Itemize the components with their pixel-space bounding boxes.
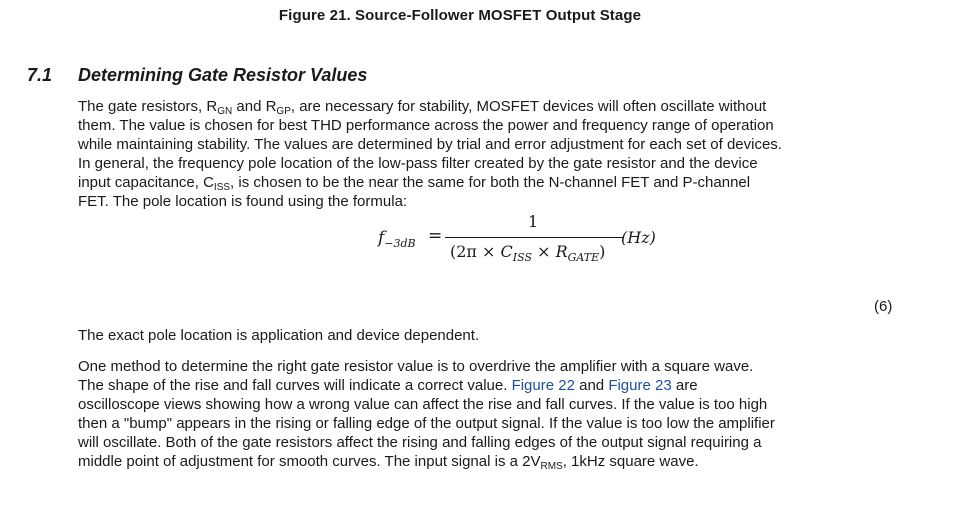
- gate-resistor-paragraph: [78, 97, 908, 211]
- text-line: while maintaining stability. The values are determined by trial and error adjustment for each set of devices.: [78, 136, 782, 153]
- equation-numerator: 1: [528, 212, 539, 231]
- equation-denominator: $(2\pi \times C_{ISS} \times R_{GATE})$: [450, 242, 606, 264]
- equation-unit: (Hz): [621, 228, 656, 247]
- section-title: Determining Gate Resistor Values: [78, 65, 368, 85]
- text-line: FET. The pole location is found using the formula:: [78, 193, 408, 210]
- text-line: oscilloscope views showing how a wrong value can affect the rise and fall curves. If the value is too high: [78, 396, 768, 413]
- pole-location-paragraph: [78, 326, 908, 345]
- text-line: One method to determine the right gate resistor value is to overdrive the amplifier with a square wave.: [78, 358, 754, 375]
- pole-frequency-equation: [378, 212, 678, 272]
- text-line: middle point of adjustment for smooth curves. The input signal is a $2V_{RMS}$, 1kHz square wave.: [78, 453, 699, 472]
- text-line: The gate resistors, $R_{GN}$ and $R_{GP}$, are necessary for stability, MOSFET devices will often oscillate without: [78, 98, 767, 117]
- text-line: input capacitance, $C_{ISS}$, is chosen to be the near the same for both the N-channel FET and P-channel: [78, 174, 751, 193]
- square-wave-method-paragraph: [78, 357, 908, 471]
- text-line: then a "bump" appears in the rising or falling edge of the output signal. If the value is too low the amplifier: [78, 415, 775, 432]
- text-line: them. The value is chosen for best THD performance across the power and frequency range of operation: [78, 117, 774, 134]
- equation-lhs: $f_{-3dB}$: [378, 228, 416, 250]
- text-line: The shape of the rise and fall curves will indicate a correct value. Figure 22 and Figure 23 are: [78, 377, 698, 394]
- fraction-bar: [445, 237, 623, 238]
- figure-caption: Figure 21. Source-Follower MOSFET Output Stage: [278, 7, 642, 24]
- figure-22-link[interactable]: Figure 22: [511, 377, 575, 394]
- text-line: In general, the frequency pole location of the low-pass filter created by the gate resistor and the device: [78, 155, 758, 172]
- text-line: The exact pole location is application and device dependent.: [78, 327, 480, 344]
- text-line: will oscillate. Both of the gate resistors affect the rising and falling edges of the output signal requiring a: [78, 434, 762, 451]
- equation-number: (6): [874, 298, 893, 315]
- figure-23-link[interactable]: Figure 23: [608, 377, 672, 394]
- equation-equals: =: [428, 226, 443, 246]
- section-number: 7.1: [27, 65, 53, 85]
